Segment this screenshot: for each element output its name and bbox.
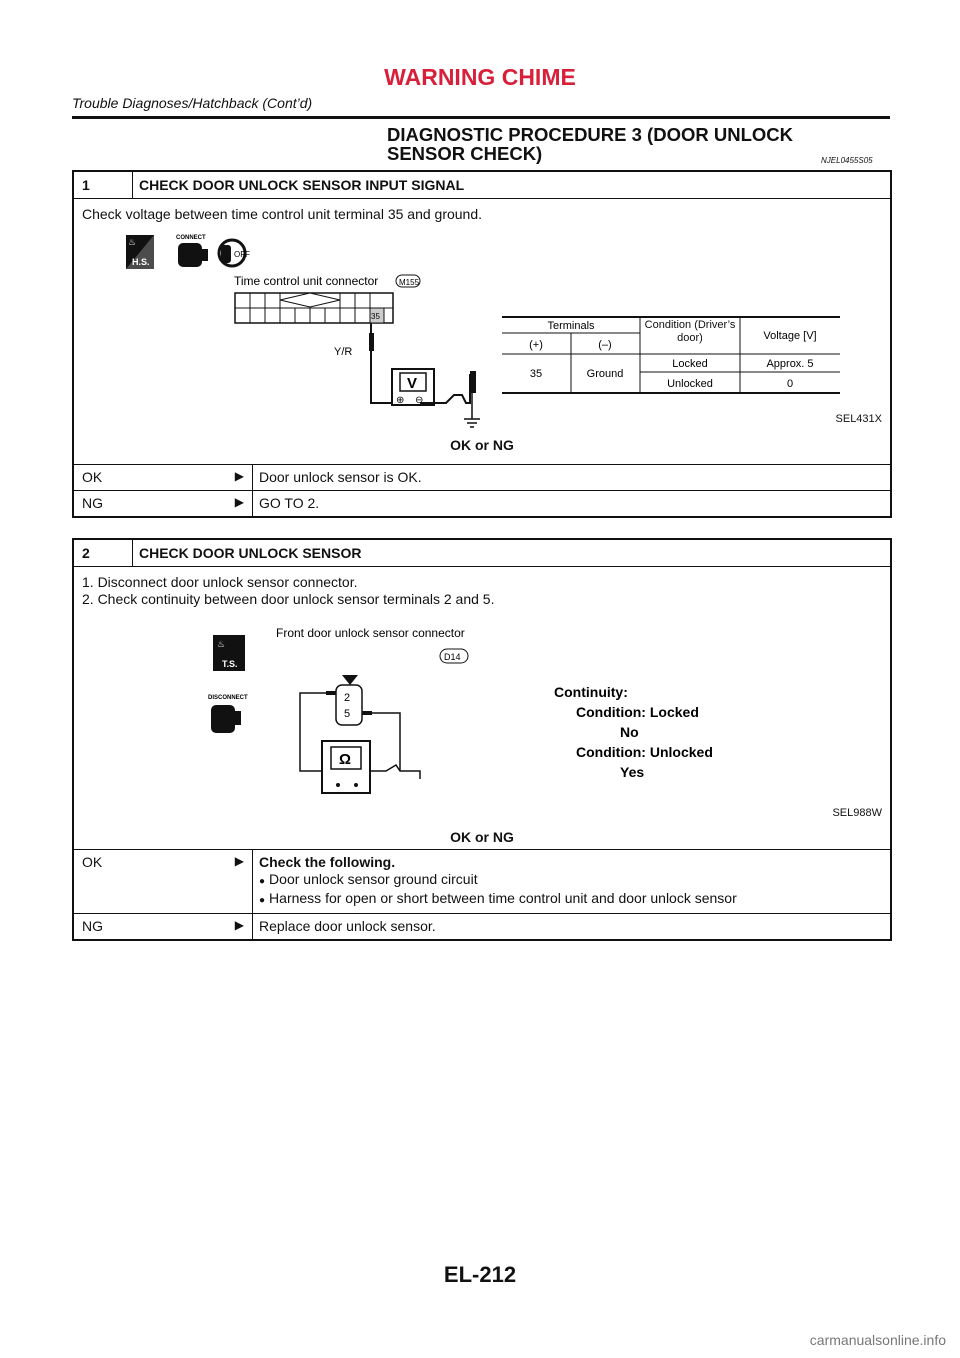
- ts-icon: [213, 635, 245, 671]
- connector-id: D14: [444, 652, 461, 662]
- bullet-icon: ●: [259, 876, 266, 887]
- result-action: Replace door unlock sensor.: [252, 914, 890, 939]
- result-ng-row: [74, 491, 890, 516]
- section-title: WARNING CHIME: [384, 64, 576, 90]
- connector-icon: [176, 235, 208, 267]
- continuity-check-diagram: [74, 617, 886, 817]
- section-subtitle: Trouble Diagnoses/Hatchback (Cont’d): [72, 95, 313, 111]
- result-label: OK: [82, 854, 103, 870]
- result-action: GO TO 2.: [252, 491, 890, 516]
- header-rule: [72, 116, 890, 119]
- pin-a: 2: [344, 692, 351, 704]
- arrow-icon: ▶: [234, 918, 244, 932]
- arrow-icon: ▶: [234, 495, 244, 509]
- continuity-spec: [554, 684, 713, 780]
- ignition-key-icon: [219, 240, 250, 266]
- result-label: NG: [82, 918, 103, 934]
- result-label: OK: [82, 469, 103, 485]
- ok-or-ng-label: OK or NG: [450, 437, 514, 453]
- connector-label: Front door unlock sensor connector: [276, 626, 465, 640]
- step-number: 2: [74, 540, 133, 566]
- watermark: carmanualsonline.info: [809, 1332, 946, 1348]
- svg-text:♨: ♨: [217, 639, 226, 649]
- col-terminals: Terminals: [547, 320, 595, 332]
- result-label: NG: [82, 495, 103, 511]
- connector-block: [235, 293, 393, 323]
- cell-condition-2: Unlocked: [667, 378, 713, 390]
- spec-line-5: Yes: [620, 764, 645, 780]
- voltmeter: [392, 369, 434, 406]
- ts-label: T.S.: [222, 659, 238, 669]
- meter-symbol: Ω: [339, 751, 352, 768]
- connector-label: Time control unit connector: [234, 274, 379, 288]
- spec-line-4: Condition: Unlocked: [576, 744, 713, 760]
- result-action: Door unlock sensor is OK.: [252, 465, 890, 490]
- terminal-number: 35: [371, 312, 380, 321]
- figure-id: SEL988W: [832, 807, 882, 819]
- spec-line-1: Continuity:: [554, 684, 628, 700]
- cell-voltage-1: Approx. 5: [766, 358, 814, 370]
- procedure-ref: NJEL0455S05: [821, 156, 873, 165]
- step-instruction: Check voltage between time control unit terminal 35 and ground.: [82, 206, 483, 222]
- connector-id: M155: [399, 278, 420, 287]
- cell-condition-1: Locked: [672, 358, 708, 370]
- svg-text:♨: ♨: [128, 237, 137, 247]
- step-2-header: [74, 540, 890, 567]
- ok-or-ng-label: OK or NG: [450, 829, 514, 845]
- off-label: OFF: [234, 250, 250, 259]
- step-2-box: [72, 538, 892, 941]
- result-ng-row: [74, 914, 890, 939]
- step-instruction-1: 1. Disconnect door unlock sensor connector.: [82, 574, 358, 590]
- step-title: CHECK DOOR UNLOCK SENSOR INPUT SIGNAL: [139, 177, 465, 193]
- check-item-2: Harness for open or short between time control unit and door unlock sensor: [269, 890, 737, 906]
- sensor-connector: [326, 675, 372, 725]
- cell-voltage-2: 0: [786, 378, 794, 390]
- disconnect-connector-icon: [208, 695, 248, 733]
- voltage-check-diagram: [74, 231, 886, 441]
- arrow-icon: ▶: [234, 854, 244, 868]
- result-ok-row: [74, 465, 890, 491]
- step-1-box: [72, 170, 892, 518]
- step-2-body: [74, 567, 890, 850]
- ground-icon: [464, 419, 480, 427]
- step-1-header: [74, 172, 890, 199]
- voltage-table: [502, 317, 840, 393]
- hs-icon: [126, 235, 154, 269]
- svg-text:⊕: ⊕: [396, 395, 405, 406]
- disconnect-label: DISCONNECT: [208, 695, 248, 701]
- wire-color: Y/R: [334, 346, 353, 358]
- check-heading: Check the following.: [259, 854, 396, 870]
- spec-line-2: Condition: Locked: [576, 704, 699, 720]
- bullet-icon: ●: [259, 895, 266, 906]
- procedure-title: DIAGNOSTIC PROCEDURE 3 (DOOR UNLOCK SENSOR CHECK): [387, 124, 793, 164]
- cell-plus: 35: [529, 368, 543, 380]
- figure-id: SEL431X: [835, 413, 882, 425]
- ohmmeter: [322, 741, 370, 793]
- connect-label: CONNECT: [176, 235, 206, 241]
- page-number: EL-212: [443, 1262, 517, 1287]
- hs-label: H.S.: [132, 257, 150, 267]
- arrow-icon: ▶: [234, 469, 244, 483]
- result-ok-row: [74, 850, 890, 914]
- step-instruction-2: 2. Check continuity between door unlock sensor terminals 2 and 5.: [82, 591, 495, 607]
- col-voltage: Voltage [V]: [763, 330, 817, 342]
- col-condition: Condition (Driver’s door): [644, 319, 736, 344]
- step-number: 1: [74, 172, 133, 198]
- col-minus: (–): [598, 339, 612, 351]
- step-1-body: [74, 199, 890, 465]
- meter-symbol: V: [407, 375, 418, 392]
- cell-minus: Ground: [586, 368, 624, 380]
- svg-text:⊖: ⊖: [415, 395, 424, 406]
- check-item-1: Door unlock sensor ground circuit: [269, 871, 478, 887]
- spec-line-3: No: [620, 724, 639, 740]
- step-title: CHECK DOOR UNLOCK SENSOR: [139, 545, 362, 561]
- col-plus: (+): [529, 339, 543, 351]
- pin-b: 5: [344, 708, 351, 720]
